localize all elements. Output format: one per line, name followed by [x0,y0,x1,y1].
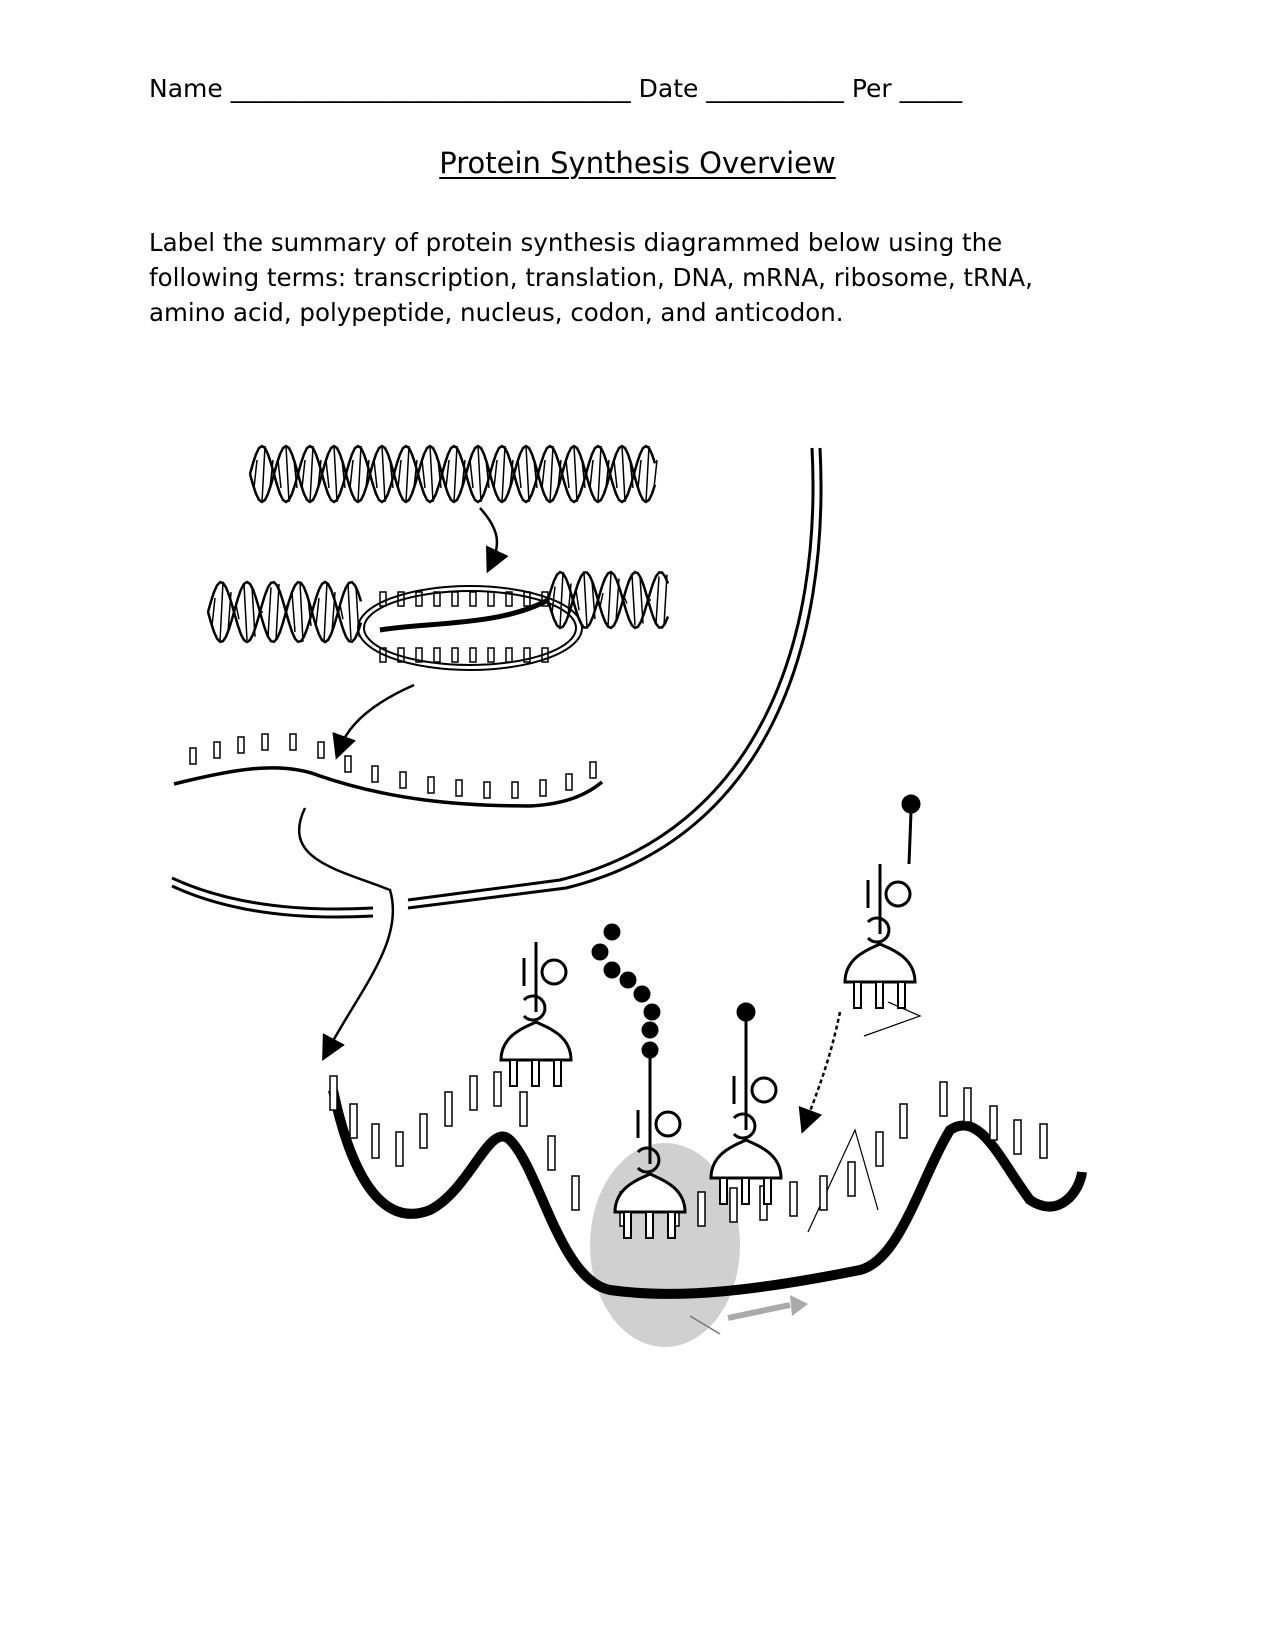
mrna-strand [174,734,602,806]
name-label: Name [149,74,223,103]
dna-helix [250,446,657,502]
nucleus-envelope [172,448,821,917]
date-label: Date [638,74,699,103]
instructions: Label the summary of protein synthesis diagrammed below using the following terms: transcription, translation, DNA, mRNA, ribosome, tRNA, amino acid, polypeptide, nucleus, codon, and anticodon. [149,228,1033,327]
date-blank[interactable]: ___________ [706,74,844,103]
per-blank[interactable]: _____ [899,74,963,103]
polypeptide-chain [592,924,661,1095]
per-label: Per [851,74,892,103]
transcription-bubble [208,572,668,670]
worksheet-title: Protein Synthesis Overview [439,146,836,180]
name-blank[interactable]: ________________________________ [230,74,631,103]
